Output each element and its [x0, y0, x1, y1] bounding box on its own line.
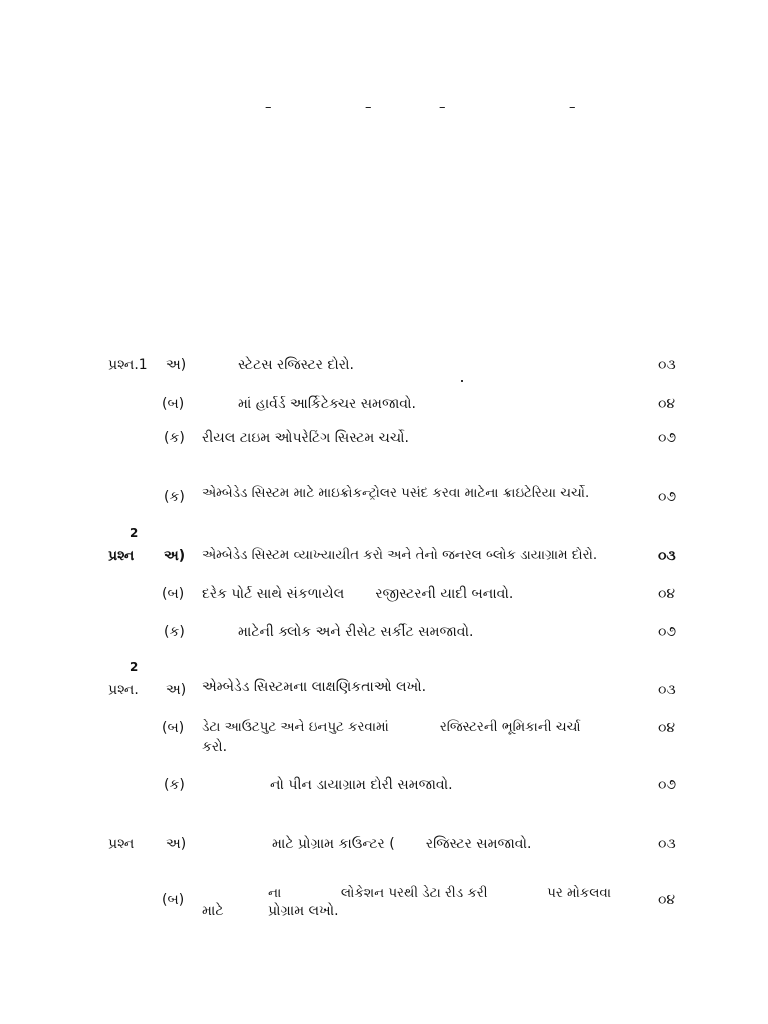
marks: ૦૪	[658, 586, 676, 602]
question-text: ના લોકેશન પરથી ડેટા રીડ કરી પર મોકલવા	[268, 886, 612, 901]
header-dash: –	[265, 100, 272, 115]
question-text: માટેની ક્લોક અને રીસેટ સર્કીટ સમજાવો.	[238, 624, 474, 640]
question-text: સ્ટેટસ રજિસ્ટર દોરો.	[238, 357, 354, 373]
question-text: દરેક પોર્ટ સાથે સંકળાયેલ રજીસ્ટરની યાદી બનાવો.	[202, 586, 514, 602]
marks: ૦૪	[658, 720, 676, 736]
question-label: પ્રશ્ન	[108, 548, 135, 564]
marks: ૦૩	[658, 836, 676, 852]
sub-label: (ક)	[164, 777, 185, 793]
sub-label: (બ)	[162, 892, 185, 908]
marks: ૦૪	[658, 396, 676, 412]
question-text: ડેટા આઉટપુટ અને ઇનપુટ કરવામાં રજિસ્ટરની ભૂમિકાની ચર્ચા	[202, 720, 581, 735]
marks: ૦૩	[658, 682, 676, 698]
sub-label: (ક)	[164, 489, 185, 505]
sub-label: (બ)	[162, 586, 185, 602]
stray-dot	[461, 380, 463, 382]
marks: ૦૭	[658, 489, 677, 505]
question-text: એમ્બેડેડ સિસ્ટમ વ્યાખ્યાયીત કરો અને તેનો જનરલ બ્લોક ડાયાગ્રામ દોરો.	[202, 548, 598, 563]
question-number: 2	[130, 526, 139, 540]
question-text: રીયલ ટાઇમ ઓપરેટિંગ સિસ્ટમ ચર્ચો.	[202, 430, 409, 446]
question-number: 2	[130, 660, 139, 674]
sub-label: (ક)	[164, 430, 185, 446]
question-text-continued: માટે પ્રોગ્રામ લખો.	[202, 903, 339, 919]
sub-label: અ)	[166, 682, 187, 698]
marks: ૦૩	[658, 357, 676, 373]
sub-label: (બ)	[162, 720, 185, 736]
header-dash: –	[439, 100, 446, 115]
question-text: માટે પ્રોગ્રામ કાઉન્ટર ( રજિસ્ટર સમજાવો.	[272, 836, 532, 852]
question-label: પ્રશ્ન.	[108, 682, 139, 698]
question-text: એમ્બેડેડ સિસ્ટમના લાક્ષણિકતાઓ લખો.	[202, 679, 427, 695]
marks: ૦૭	[658, 777, 677, 793]
sub-label: (ક)	[164, 624, 185, 640]
marks: ૦૭	[658, 430, 677, 446]
question-label: પ્રશ્ન	[108, 836, 135, 852]
marks: ૦૪	[658, 892, 676, 908]
header-dash: –	[569, 100, 576, 115]
header-dash: –	[365, 100, 372, 115]
question-text: માં હાર્વર્ડ આર્કિટેક્ચર સમજાવો.	[238, 396, 416, 412]
sub-label: અ)	[166, 357, 187, 373]
marks: ૦૭	[658, 624, 677, 640]
sub-label: અ)	[164, 548, 186, 564]
sub-label: (બ)	[162, 396, 185, 412]
question-text: એમ્બેડેડ સિસ્ટમ માટે માઇક્રોકન્ટ્રોલર પસંદ કરવા માટેના ક્રાઇટેરિયા ચર્ચો.	[202, 486, 590, 501]
sub-label: અ)	[166, 836, 187, 852]
question-text-continued: કરો.	[202, 739, 228, 755]
marks: ૦૩	[658, 548, 676, 564]
question-text: નો પીન ડાયાગ્રામ દોરી સમજાવો.	[270, 777, 453, 793]
question-label: પ્રશ્ન.1	[108, 357, 148, 373]
